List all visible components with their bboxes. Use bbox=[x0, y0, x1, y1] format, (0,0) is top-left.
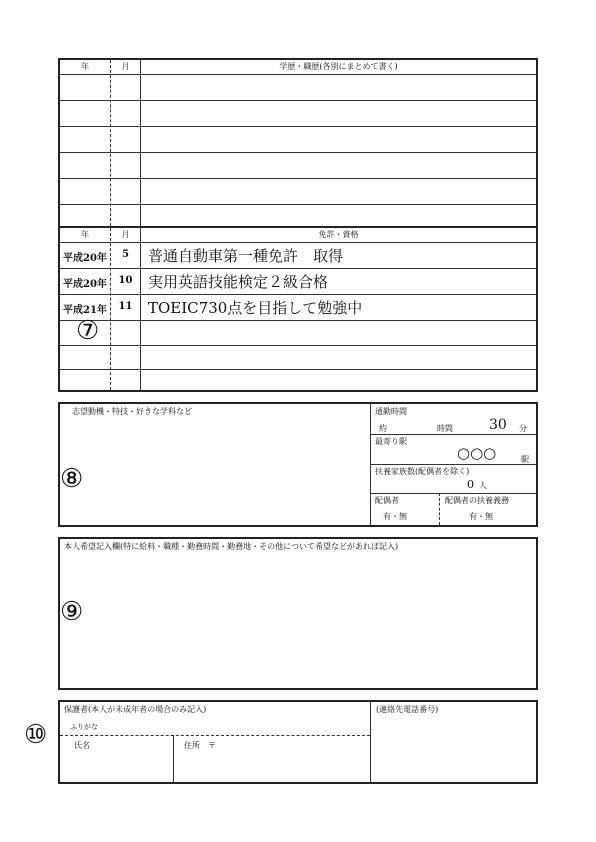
guardian-address-label: 住所 〒 bbox=[184, 741, 216, 750]
marker-8: ⑧ bbox=[60, 464, 84, 494]
commute-approx: 約 bbox=[379, 424, 387, 433]
commute-minutes: 30 bbox=[489, 417, 507, 433]
wishes-section bbox=[58, 537, 538, 690]
motivation-section bbox=[58, 402, 538, 527]
spouse-support-label: 配偶者の扶養義務 bbox=[445, 496, 509, 505]
commute-hours-unit: 時間 bbox=[437, 424, 453, 433]
license-year: 平成20年 bbox=[63, 253, 107, 264]
marker-9: ⑨ bbox=[60, 597, 84, 627]
station-value: ○○○ bbox=[457, 444, 497, 462]
guardian-label: 保護者(本人が未成年者の場合のみ記入) bbox=[64, 705, 207, 714]
commute-panel bbox=[371, 404, 538, 525]
wishes-label: 本人希望記入欄(特に給料・職種・勤務時間・勤務地・その他について希望などがあれば記入) bbox=[64, 542, 399, 551]
dependents-value: 0 bbox=[467, 478, 474, 491]
marker-10: ⑩ bbox=[24, 720, 48, 750]
guardian-furigana: ふりがな bbox=[70, 723, 98, 731]
license-content: TOEIC730点を目指して勉強中 bbox=[148, 299, 363, 317]
licenses-year-header: 年 bbox=[81, 230, 89, 239]
commute-label: 通勤時間 bbox=[375, 407, 407, 416]
history-month-header: 月 bbox=[121, 62, 130, 71]
license-year: 平成20年 bbox=[63, 279, 107, 290]
station-unit: 駅 bbox=[521, 455, 529, 464]
license-month: 11 bbox=[118, 301, 133, 312]
license-content: 普通自動車第一種免許 取得 bbox=[148, 247, 344, 265]
license-month: 10 bbox=[118, 275, 133, 286]
dependents-label: 扶養家族数(配偶者を除く) bbox=[375, 467, 470, 476]
guardian-name-label: 氏名 bbox=[74, 741, 90, 750]
spouse-label: 配偶者 bbox=[375, 496, 399, 505]
history-content-header: 学歴・職歴(各別にまとめて書く) bbox=[279, 62, 398, 71]
history-table bbox=[58, 58, 538, 228]
guardian-section bbox=[58, 700, 538, 784]
guardian-contact-label: (連絡先電話番号) bbox=[376, 705, 439, 714]
motivation-label: 志望動機・特技・好きな学科など bbox=[72, 407, 192, 416]
licenses-content-header: 免許・資格 bbox=[318, 230, 359, 239]
dependents-unit: 人 bbox=[479, 481, 487, 490]
license-year: 平成21年 bbox=[63, 305, 107, 316]
station-label: 最寄り駅 bbox=[375, 437, 407, 446]
marker-7: ⑦ bbox=[76, 316, 100, 346]
spouse-support-value: 有・無 bbox=[469, 512, 493, 521]
license-content: 実用英語技能検定２級合格 bbox=[148, 273, 329, 291]
history-year-header: 年 bbox=[81, 62, 89, 71]
spouse-value: 有・無 bbox=[383, 512, 407, 521]
licenses-table bbox=[58, 226, 538, 392]
commute-minutes-unit: 分 bbox=[519, 424, 527, 433]
license-month: 5 bbox=[122, 249, 129, 260]
licenses-month-header: 月 bbox=[121, 230, 130, 239]
